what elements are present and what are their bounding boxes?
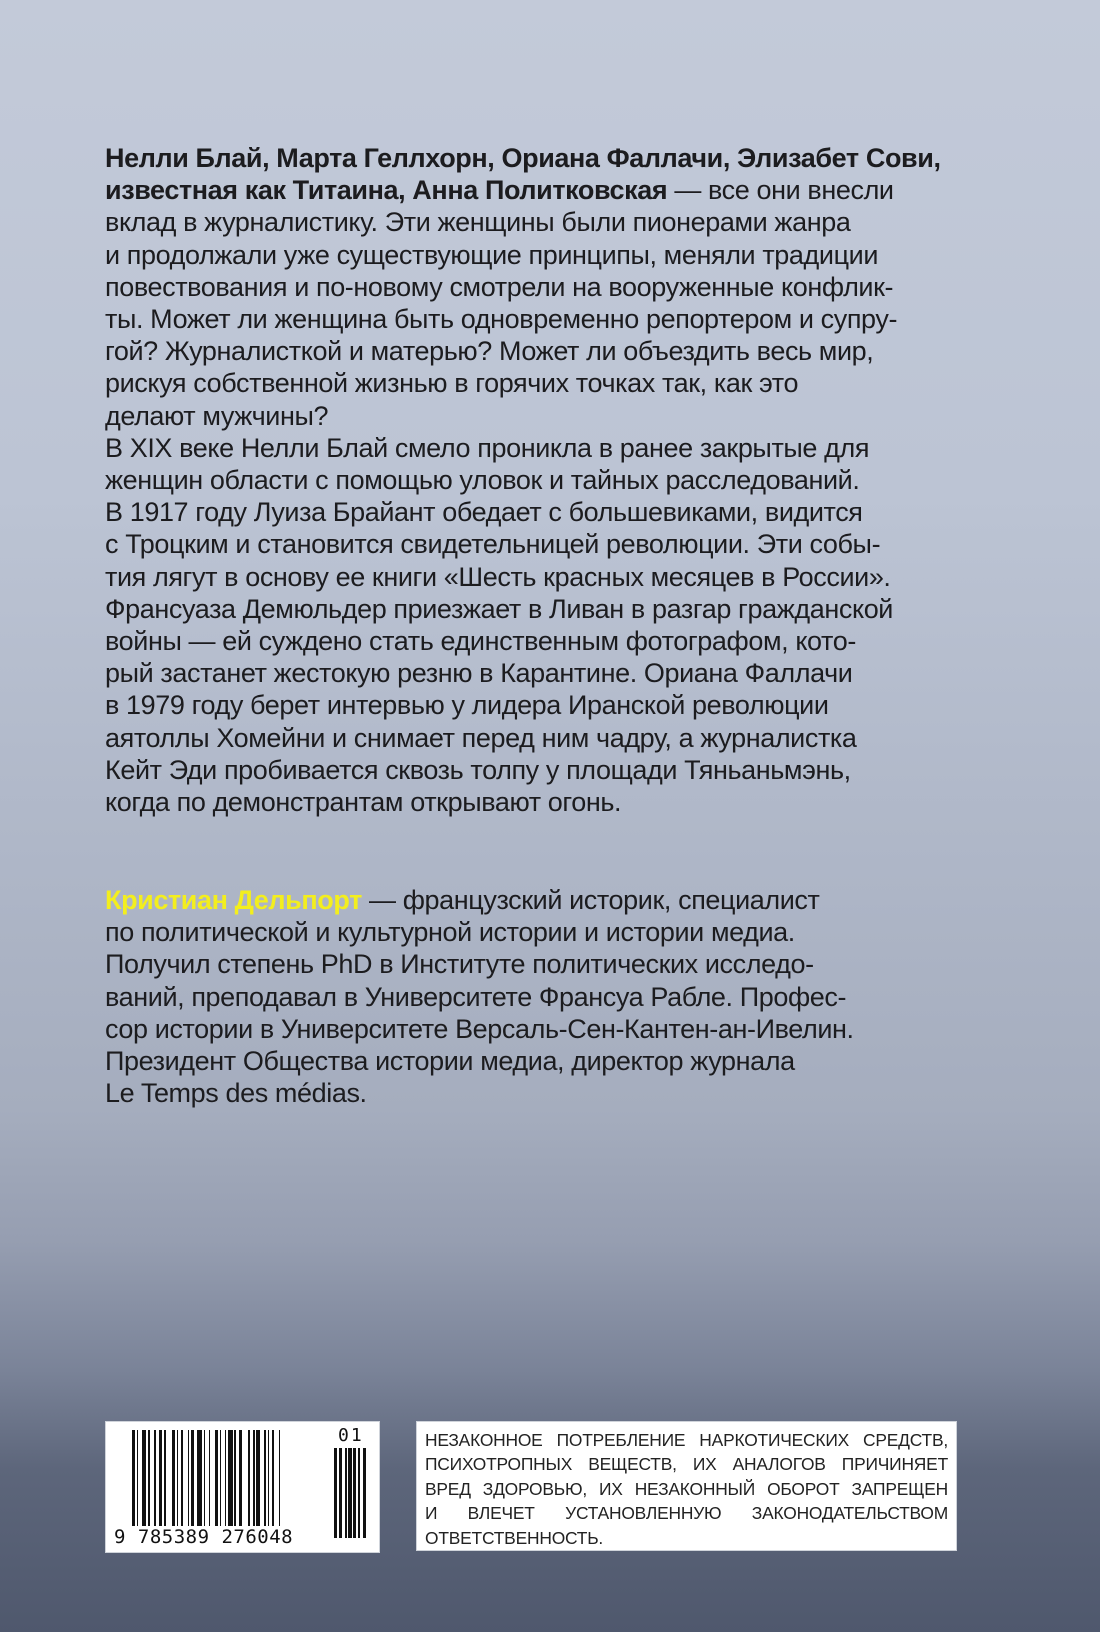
book-description xyxy=(105,142,965,818)
description-line: вклад в журналистику. Эти женщины были пионерами жанра xyxy=(105,207,851,238)
isbn-barcode xyxy=(105,1421,380,1553)
notice-line: ОТВЕТСТВЕННОСТЬ. xyxy=(425,1527,604,1548)
description-line xyxy=(105,142,965,174)
description-line xyxy=(105,174,965,206)
description-line: повествования и по-новому смотрели на вооруженные конфлик- xyxy=(105,271,894,302)
description-line: В 1917 году Луиза Брайант обедает с большевиками, видится xyxy=(105,497,863,528)
description-line: ты. Может ли женщина быть одновременно репортером и супру- xyxy=(105,304,898,335)
author-bio-text: — французский историк, специалист xyxy=(361,885,820,915)
barcode-bars-icon xyxy=(132,1430,284,1530)
isbn-number: 9 785389 276048 xyxy=(114,1526,294,1548)
description-line: войны — ей суждено стать единственным фотографом, кото- xyxy=(105,626,856,657)
featured-names: известная как Титаина, Анна Политковская xyxy=(105,175,668,206)
description-line: в 1979 году берет интервью у лидера Иранской революции xyxy=(105,690,829,721)
author-bio-line: Президент Общества истории медиа, директор журнала xyxy=(105,1046,795,1077)
author-bio-line: ваний, преподавал в Университете Франсуа Рабле. Профес- xyxy=(105,981,847,1012)
description-line: аятоллы Хомейни и снимает перед ним чадру, а журналистка xyxy=(105,722,857,753)
notice-line: ПСИХОТРОПНЫХ ВЕЩЕСТВ, ИХ АНАЛОГОВ ПРИЧИНЯЕТ xyxy=(425,1454,948,1475)
description-line: женщин области с помощью уловок и тайных расследований. xyxy=(105,465,860,496)
description-line: Франсуаза Демюльдер приезжает в Ливан в разгар гражданской xyxy=(105,593,893,624)
description-line: рый застанет жестокую резню в Карантине. Ориана Фаллачи xyxy=(105,658,853,689)
barcode-addon-digits: 01 xyxy=(338,1425,364,1446)
description-line: В XIX веке Нелли Блай смело проникла в ранее закрытые для xyxy=(105,432,870,463)
description-line: когда по демонстрантам открывают огонь. xyxy=(105,787,622,818)
author-bio-line: Le Temps des médias. xyxy=(105,1078,367,1109)
description-text: — все они внесли xyxy=(667,175,894,206)
notice-line: И ВЛЕЧЕТ УСТАНОВЛЕННУЮ ЗАКОНОДАТЕЛЬСТВОМ xyxy=(425,1503,948,1524)
author-bio-line: Получил степень PhD в Институте политических исследо- xyxy=(105,949,814,980)
author-bio-line: по политической и культурной истории и истории медиа. xyxy=(105,917,795,948)
notice-line: НЕЗАКОННОЕ ПОТРЕБЛЕНИЕ НАРКОТИЧЕСКИХ СРЕДСТВ, xyxy=(425,1430,948,1450)
description-line: рискуя собственной жизнью в горячих точках так, как это xyxy=(105,368,799,399)
barcode-addon-bars-icon xyxy=(334,1448,366,1538)
notice-line: ВРЕД ЗДОРОВЬЮ, ИХ НЕЗАКОННЫЙ ОБОРОТ ЗАПРЕЩЕН xyxy=(425,1478,948,1499)
description-line: Кейт Эди пробивается сквозь толпу у площади Тяньаньмэнь, xyxy=(105,754,851,785)
author-bio xyxy=(105,884,965,1109)
description-line: с Троцким и становится свидетельницей революции. Эти собы- xyxy=(105,529,881,560)
description-line: гой? Журналисткой и матерью? Может ли объездить весь мир, xyxy=(105,336,874,367)
legal-notice xyxy=(416,1421,957,1551)
description-line: делают мужчины? xyxy=(105,400,329,431)
description-line: тия лягут в основу ее книги «Шесть красных месяцев в России». xyxy=(105,561,891,592)
featured-names: Нелли Блай, Марта Геллхорн, Ориана Фаллачи, Элизабет Сови, xyxy=(105,143,941,173)
author-bio-line: сор истории в Университете Версаль-Сен-Кантен-ан-Ивелин. xyxy=(105,1013,854,1044)
author-name: Кристиан Дельпорт xyxy=(105,885,362,915)
description-line: и продолжали уже существующие принципы, меняли традиции xyxy=(105,239,878,270)
author-bio-line xyxy=(105,884,965,916)
